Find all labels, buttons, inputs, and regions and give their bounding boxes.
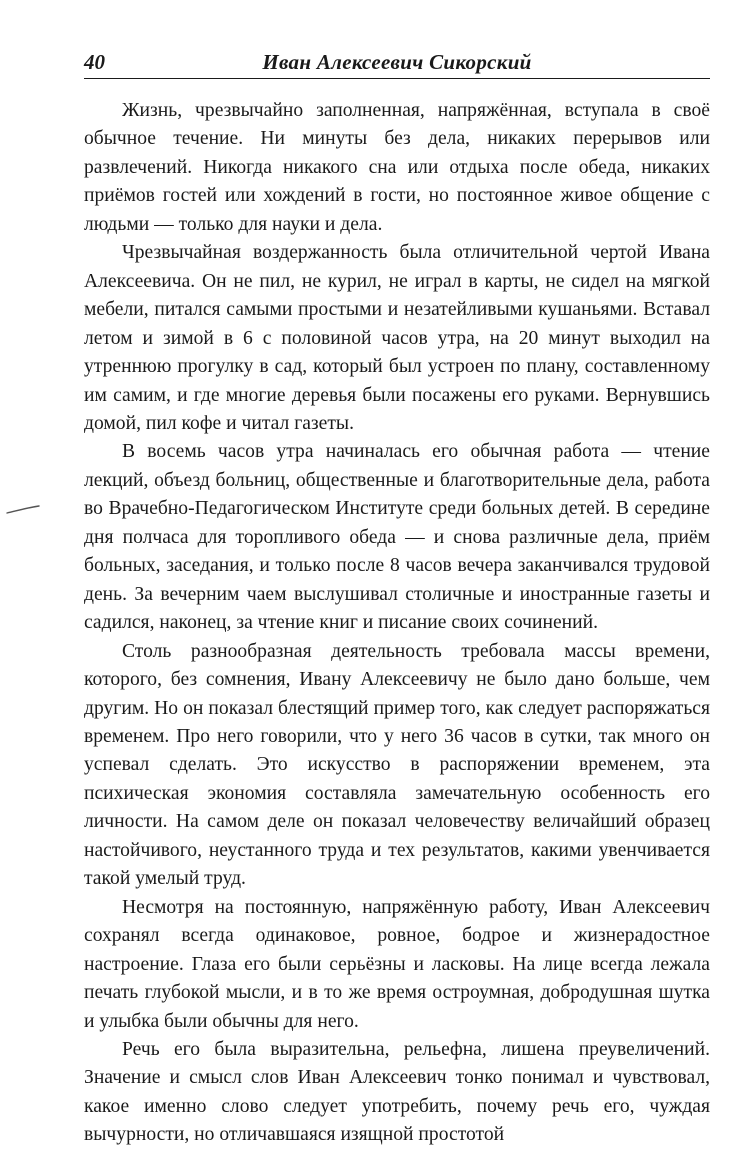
running-title: Иван Алексеевич Сикорский xyxy=(262,50,532,74)
paragraph: Чрезвычайная воздержанность была отличительной чертой Ивана Алексеевича. Он не пил, не курил, не играл в карты, не сидел на мягкой мебели, питался самыми простыми и незатейливыми кушаньями. Вставал летом и зимой в 6 с половиной часов утра, на 20 минут выходил на утреннюю прогулку в сад, который был устроен по плану, составленному им самим, и где многие деревья были посажены его руками. Вернувшись домой, пил кофе и читал газеты. xyxy=(84,242,710,434)
paragraph: Несмотря на постоянную, напряжённую работу, Иван Алексеевич сохранял всегда одинаковое, ровное, бодрое и жизнерадостное настроение. Глаза его были серьёзны и ласковы. На лице всегда лежала печать глубокой мысли, и в то же время остроумная, добродушная шутка и улыбка были обычны для него. xyxy=(84,896,710,1032)
paragraph: В восемь часов утра начиналась его обычная работа — чтение лекций, объезд больниц, общественные и благотворительные дела, работа во Врачебно-Педагогическом Институте среди больных детей. В середине дня полчаса для торопливого обеда — и снова различные дела, приём больных, заседания, и только после 8 часов вечера заканчивался трудовой день. За вечерним чаем выслушивал столичные и иностранные газеты и садился, наконец, за чтение книг и писание своих сочинений. xyxy=(84,441,710,634)
book-page xyxy=(84,44,710,1150)
paragraph: Жизнь, чрезвычайно заполненная, напряжённая, вступала в своё обычное течение. Ни минуты без дела, никаких перерывов или развлечений. Никогда никакого сна или отдыха после обеда, никаких приёмов гостей или хождений в гости, но постоянное живое общение с людьми — только для науки и дела. xyxy=(84,100,710,235)
paragraph: Речь его была выразительна, рельефна, лишена преувеличений. Значение и смысл слов Иван Алексеевич тонко понимал и чувствовал, какое именно слово следует употребить, почему речь его, чуждая вычурности, но отличавшаяся изящной простотой xyxy=(84,1038,710,1146)
body-text xyxy=(84,97,710,1150)
margin-pencil-mark xyxy=(6,505,40,515)
running-head xyxy=(84,44,710,79)
page-number: 40 xyxy=(84,50,105,74)
paragraph: Столь разнообразная деятельность требовала массы времени, которого, без сомнения, Ивану Алексеевичу не было дано больше, чем другим. Но он показал блестящий пример того, как следует распоряжаться временем. Про него говорили, что у него 36 часов в сутки, так много он успевал сделать. Это искусство в распоряжении временем, эта психическая экономия составляла замечательную особенность его личности. На самом деле он показал человечеству величайший образец настойчивого, неустанного труда и тех результатов, какими увенчивается такой умелый труд. xyxy=(84,640,710,890)
